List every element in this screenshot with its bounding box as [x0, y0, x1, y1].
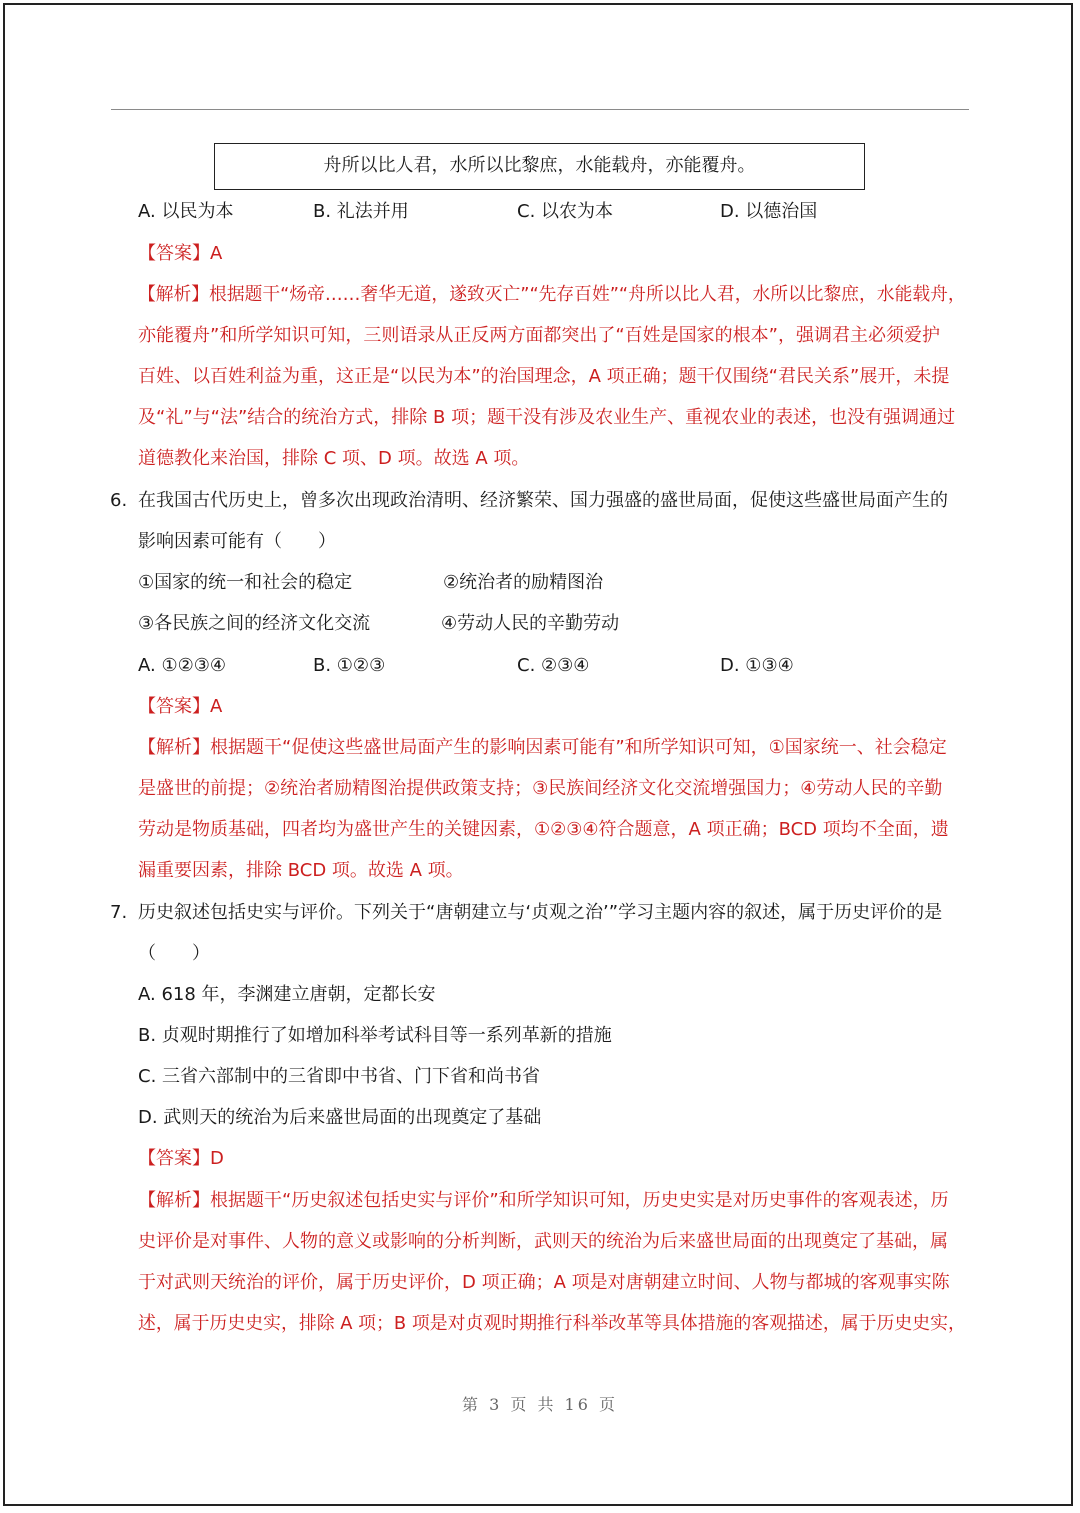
- q5-option-b: B. 礼法并用: [313, 201, 409, 222]
- q6-number: 6.: [110, 490, 128, 511]
- q7-option-d: D. 武则天的统治为后来盛世局面的出现奠定了基础: [138, 1107, 542, 1128]
- q7-stem-line: 历史叙述包括史实与评价。下列关于“唐朝建立与‘贞观之治’”学习主题内容的叙述，属于历史评价的是: [138, 902, 943, 923]
- q7-analysis-line: 述，属于历史史实，排除 A 项；B 项是对贞观时期推行科举改革等具体措施的客观描述，属于历史史实，: [138, 1313, 966, 1334]
- q6-analysis-line: 漏重要因素，排除 BCD 项。故选 A 项。: [138, 860, 464, 881]
- q7-stem-line: （ ）: [138, 943, 210, 964]
- q6-item-2: ②统治者的励精图治: [443, 572, 604, 593]
- q6-option-a: A. ①②③④: [138, 655, 226, 676]
- q5-analysis-line: 道德教化来治国，排除 C 项、D 项。故选 A 项。: [138, 448, 530, 469]
- q5-option-c: C. 以农为本: [517, 201, 614, 222]
- q6-analysis-line: 【解析】根据题干“促使这些盛世局面产生的影响因素可能有”和所学知识可知，①国家统一、社会稳定: [138, 737, 947, 758]
- q6-answer: 【答案】A: [138, 696, 223, 717]
- q7-option-a: A. 618 年，李渊建立唐朝，定都长安: [138, 984, 436, 1005]
- q7-analysis-line: 【解析】根据题干“历史叙述包括史实与评价”和所学知识可知，历史史实是对历史事件的客观表述，历: [138, 1190, 949, 1211]
- quote-box: [214, 143, 865, 190]
- q6-item-4: ④劳动人民的辛勤劳动: [441, 613, 620, 634]
- q5-analysis-line: 及“礼”与“法”结合的统治方式，排除 B 项；题干没有涉及农业生产、重视农业的表述，也没有强调通过: [138, 407, 956, 428]
- q5-option-d: D. 以德治国: [720, 201, 818, 222]
- q6-stem-line: 影响因素可能有（ ）: [138, 531, 336, 552]
- q6-item-1: ①国家的统一和社会的稳定: [138, 572, 353, 593]
- q6-option-b: B. ①②③: [313, 655, 386, 676]
- q6-analysis-line: 是盛世的前提；②统治者励精图治提供政策支持；③民族间经济文化交流增强国力；④劳动人民的辛勤: [138, 778, 943, 799]
- q7-option-c: C. 三省六部制中的三省即中书省、门下省和尚书省: [138, 1066, 541, 1087]
- q6-option-c: C. ②③④: [517, 655, 590, 676]
- q7-number: 7.: [110, 902, 128, 923]
- q7-analysis-line: 于对武则天统治的评价，属于历史评价，D 项正确；A 项是对唐朝建立时间、人物与都城的客观事实陈: [138, 1272, 950, 1293]
- q6-option-d: D. ①③④: [720, 655, 794, 676]
- q5-analysis-line: 【解析】根据题干“炀帝……奢华无道，遂致灭亡”“先存百姓”“舟所以比人君，水所以比黎庶，水能载舟，: [138, 284, 966, 305]
- q6-item-3: ③各民族之间的经济文化交流: [138, 613, 371, 634]
- q7-answer: 【答案】D: [138, 1148, 224, 1169]
- q6-stem-line: 在我国古代历史上，曾多次出现政治清明、经济繁荣、国力强盛的盛世局面，促使这些盛世局面产生的: [138, 490, 948, 511]
- q5-answer: 【答案】A: [138, 243, 223, 264]
- header-rule: [111, 109, 969, 110]
- q5-analysis-line: 百姓、以百姓利益为重，这正是“以民为本”的治国理念，A 项正确；题干仅围绕“君民关系”展开，未提: [138, 366, 950, 387]
- q5-analysis-line: 亦能覆舟”和所学知识可知，三则语录从正反两方面都突出了“百姓是国家的根本”，强调君主必须爱护: [138, 325, 940, 346]
- q7-analysis-line: 史评价是对事件、人物的意义或影响的分析判断，武则天的统治为后来盛世局面的出现奠定了基础，属: [138, 1231, 948, 1252]
- page-footer: 第 3 页 共 16 页: [462, 1395, 618, 1414]
- q7-option-b: B. 贞观时期推行了如增加科举考试科目等一系列革新的措施: [138, 1025, 612, 1046]
- q6-analysis-line: 劳动是物质基础，四者均为盛世产生的关键因素，①②③④符合题意，A 项正确；BCD 项均不全面，遗: [138, 819, 949, 840]
- q5-option-a: A. 以民为本: [138, 201, 234, 222]
- quote-text: 舟所以比人君，水所以比黎庶，水能载舟，亦能覆舟。: [323, 155, 756, 176]
